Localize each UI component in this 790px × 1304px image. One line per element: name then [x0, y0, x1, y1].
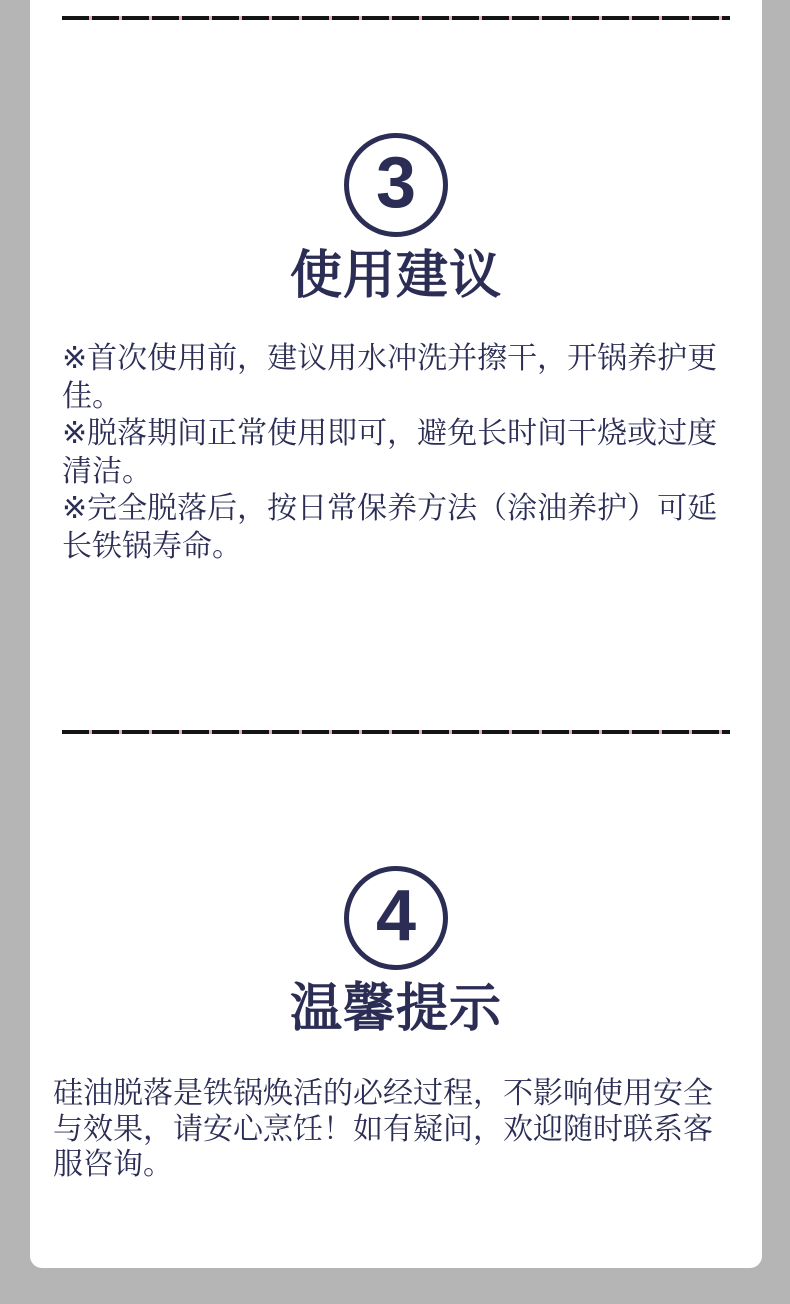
section-4-title: 温馨提示 — [289, 980, 502, 1038]
step-4-number: 4 — [375, 876, 417, 956]
section-3-body — [62, 340, 717, 565]
content-sheet — [30, 0, 762, 1268]
body-text-line: ※脱落期间正常使用即可，避免长时间干烧或过度 — [62, 417, 718, 450]
dashed-divider-middle — [62, 730, 730, 734]
body-text-line: ※首次使用前，建议用水冲洗并擦干，开锅养护更 — [62, 342, 718, 375]
body-text-line: 佳。 — [62, 379, 122, 413]
dashed-divider-top — [62, 16, 730, 20]
body-text-line: 长铁锅寿命。 — [62, 529, 242, 563]
body-text-line: 服咨询。 — [53, 1148, 173, 1181]
step-3-number: 3 — [375, 143, 417, 223]
section-4-body — [53, 1076, 713, 1183]
body-text-line: 清洁。 — [62, 454, 152, 488]
step-4-circle-icon — [344, 866, 448, 970]
section-3-title: 使用建议 — [289, 247, 502, 305]
body-text-line: ※完全脱落后，按日常保养方法（涂油养护）可延 — [62, 492, 718, 525]
step-3-circle-icon — [344, 133, 448, 237]
body-text-line: 硅油脱落是铁锅焕活的必经过程，不影响使用安全 — [53, 1077, 713, 1110]
body-text-line: 与效果，请安心烹饪！如有疑问，欢迎随时联系客 — [53, 1112, 713, 1146]
